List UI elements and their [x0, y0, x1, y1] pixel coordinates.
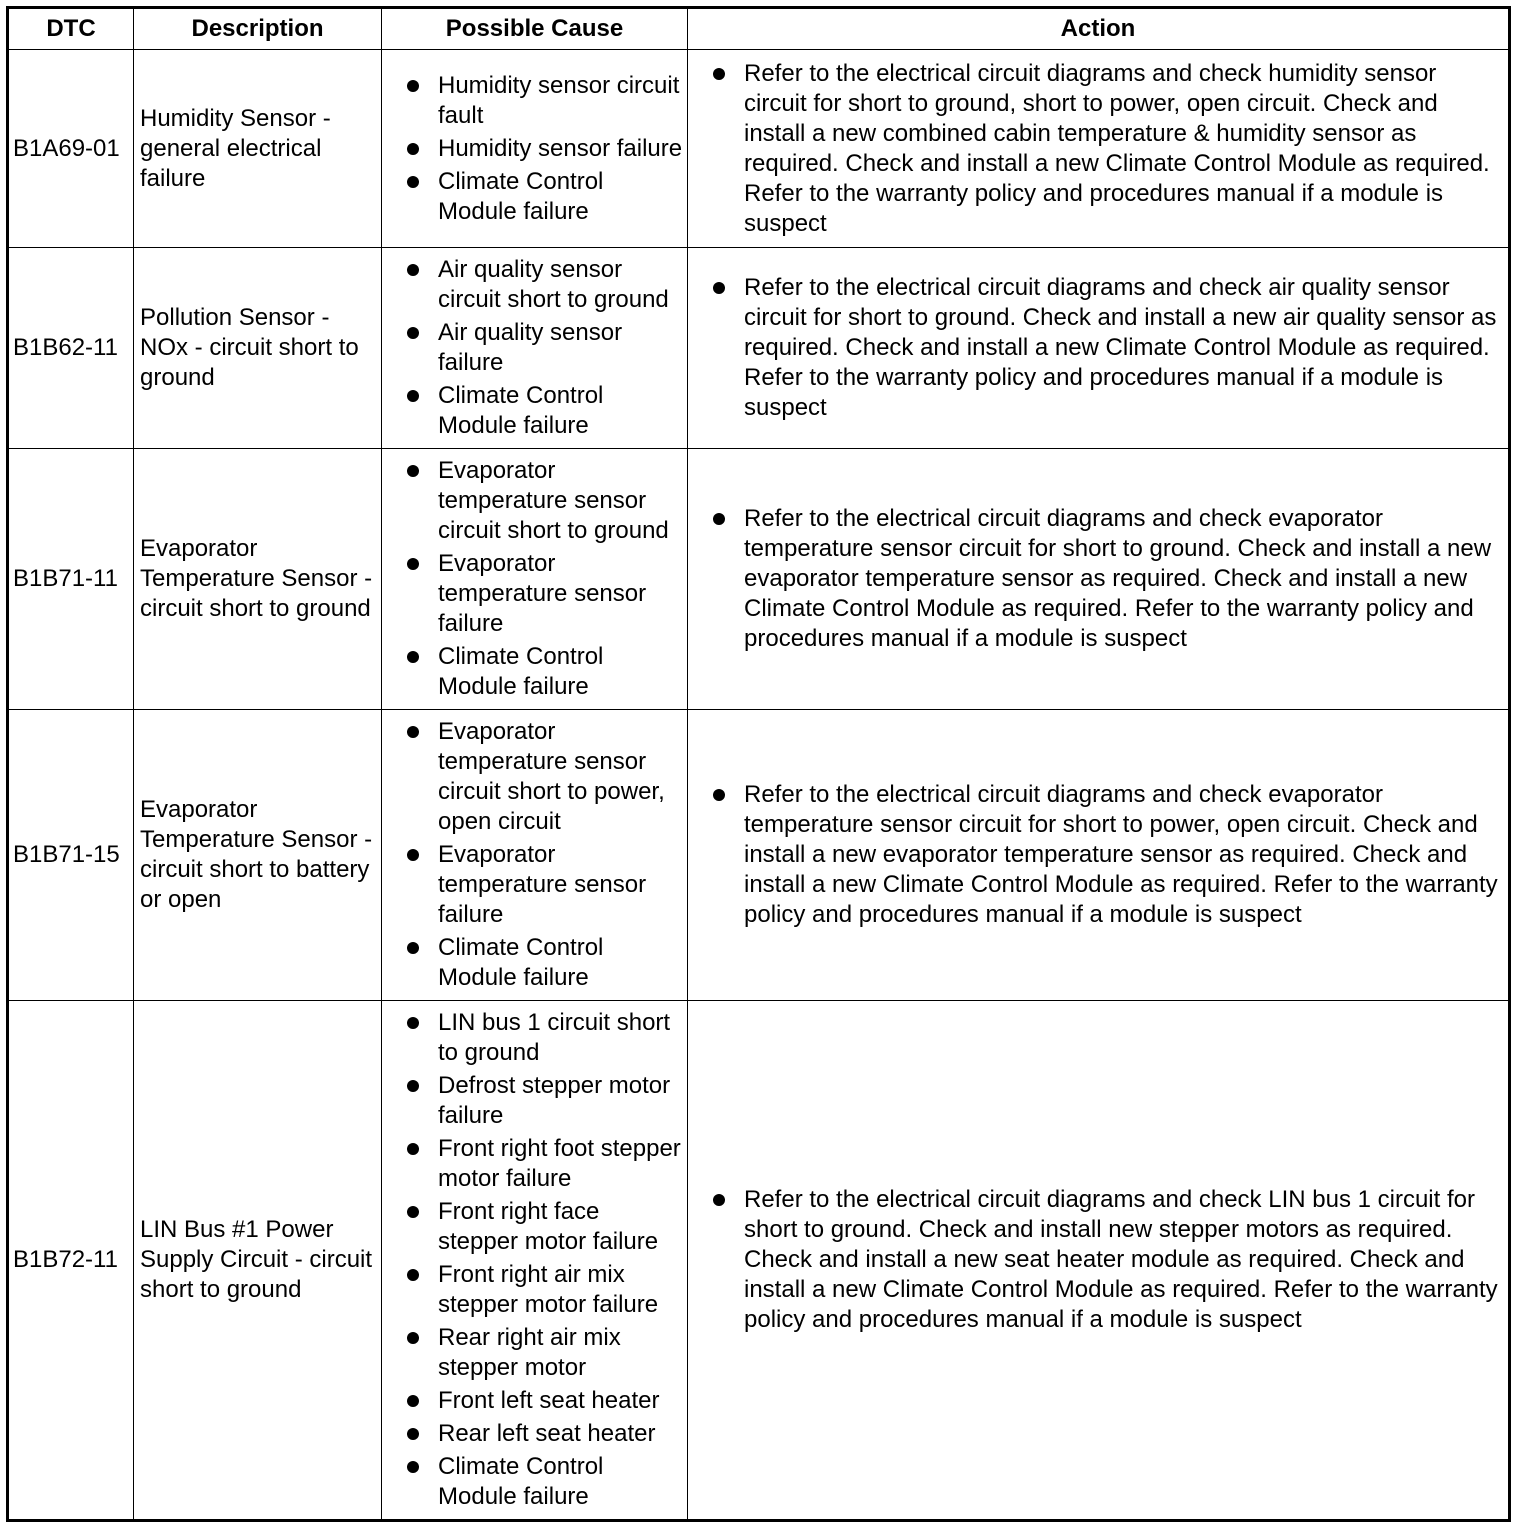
- action-item: Refer to the electrical circuit diagrams and check evaporator temperature sensor circuit for short to ground. Check and install a new evaporator temperature sensor as required. Check and install a new Climate Control Module as required. Refer to the warranty policy and procedures manual if a module is suspect: [712, 504, 1500, 654]
- table-row: [8, 710, 1510, 1001]
- cause-list: [406, 71, 683, 227]
- dtc-code: B1B62-11: [8, 248, 134, 449]
- dtc-description: Humidity Sensor - general electrical failure: [134, 50, 382, 248]
- action-cell: [688, 710, 1510, 1001]
- action-list: [712, 1185, 1500, 1335]
- cause-item: LIN bus 1 circuit short to ground: [406, 1008, 683, 1068]
- dtc-description: LIN Bus #1 Power Supply Circuit - circuit short to ground: [134, 1001, 382, 1521]
- cause-list: [406, 255, 683, 441]
- dtc-code: B1B71-15: [8, 710, 134, 1001]
- cause-item: Evaporator temperature sensor failure: [406, 840, 683, 930]
- possible-cause-cell: [382, 50, 688, 248]
- cause-list: [406, 1008, 683, 1512]
- cause-item: Front right face stepper motor failure: [406, 1197, 683, 1257]
- table-row: [8, 50, 1510, 248]
- possible-cause-cell: [382, 449, 688, 710]
- action-cell: [688, 248, 1510, 449]
- cause-item: Climate Control Module failure: [406, 1452, 683, 1512]
- action-item: Refer to the electrical circuit diagrams and check air quality sensor circuit for short to ground. Check and install a new air quality sensor as required. Check and install a new Climate Control Module as required. Refer to the warranty policy and procedures manual if a module is suspect: [712, 273, 1500, 423]
- possible-cause-cell: [382, 248, 688, 449]
- dtc-code: B1B71-11: [8, 449, 134, 710]
- cause-item: Evaporator temperature sensor failure: [406, 549, 683, 639]
- cause-item: Climate Control Module failure: [406, 642, 683, 702]
- action-item: Refer to the electrical circuit diagrams and check LIN bus 1 circuit for short to ground. Check and install new stepper motors as required. Check and install a new seat heater module as required. Check and install a new Climate Control Module as required. Refer to the warranty policy and procedures manual if a module is suspect: [712, 1185, 1500, 1335]
- dtc-description: Evaporator Temperature Sensor - circuit short to ground: [134, 449, 382, 710]
- action-list: [712, 504, 1500, 654]
- action-list: [712, 780, 1500, 930]
- cause-item: Front right air mix stepper motor failure: [406, 1260, 683, 1320]
- table-row: [8, 248, 1510, 449]
- cause-item: Climate Control Module failure: [406, 933, 683, 993]
- action-item: Refer to the electrical circuit diagrams and check humidity sensor circuit for short to ground, short to power, open circuit. Check and install a new combined cabin temperature & humidity sensor as required. Check and install a new Climate Control Module as required. Refer to the warranty policy and procedures manual if a module is suspect: [712, 59, 1500, 239]
- dtc-description: Evaporator Temperature Sensor - circuit short to battery or open: [134, 710, 382, 1001]
- table-row: [8, 1001, 1510, 1521]
- cause-list: [406, 717, 683, 993]
- cause-item: Air quality sensor failure: [406, 318, 683, 378]
- cause-item: Climate Control Module failure: [406, 167, 683, 227]
- cause-item: Front left seat heater: [406, 1386, 683, 1416]
- dtc-table: [6, 6, 1511, 1522]
- cause-item: Front right foot stepper motor failure: [406, 1134, 683, 1194]
- header-description: Description: [134, 8, 382, 50]
- possible-cause-cell: [382, 1001, 688, 1521]
- cause-item: Air quality sensor circuit short to ground: [406, 255, 683, 315]
- action-list: [712, 59, 1500, 239]
- dtc-code: B1A69-01: [8, 50, 134, 248]
- action-cell: [688, 50, 1510, 248]
- header-action: Action: [688, 8, 1510, 50]
- cause-item: Humidity sensor circuit fault: [406, 71, 683, 131]
- dtc-code: B1B72-11: [8, 1001, 134, 1521]
- header-dtc: DTC: [8, 8, 134, 50]
- dtc-description: Pollution Sensor - NOx - circuit short to ground: [134, 248, 382, 449]
- header-row: [8, 8, 1510, 50]
- cause-item: Rear left seat heater: [406, 1419, 683, 1449]
- cause-item: Rear right air mix stepper motor: [406, 1323, 683, 1383]
- cause-item: Humidity sensor failure: [406, 134, 683, 164]
- action-cell: [688, 1001, 1510, 1521]
- action-cell: [688, 449, 1510, 710]
- cause-item: Climate Control Module failure: [406, 381, 683, 441]
- cause-list: [406, 456, 683, 702]
- table-row: [8, 449, 1510, 710]
- header-possible-cause: Possible Cause: [382, 8, 688, 50]
- cause-item: Defrost stepper motor failure: [406, 1071, 683, 1131]
- action-list: [712, 273, 1500, 423]
- cause-item: Evaporator temperature sensor circuit short to power, open circuit: [406, 717, 683, 837]
- cause-item: Evaporator temperature sensor circuit short to ground: [406, 456, 683, 546]
- possible-cause-cell: [382, 710, 688, 1001]
- action-item: Refer to the electrical circuit diagrams and check evaporator temperature sensor circuit for short to power, open circuit. Check and install a new evaporator temperature sensor as required. Check and install a new Climate Control Module as required. Refer to the warranty policy and procedures manual if a module is suspect: [712, 780, 1500, 930]
